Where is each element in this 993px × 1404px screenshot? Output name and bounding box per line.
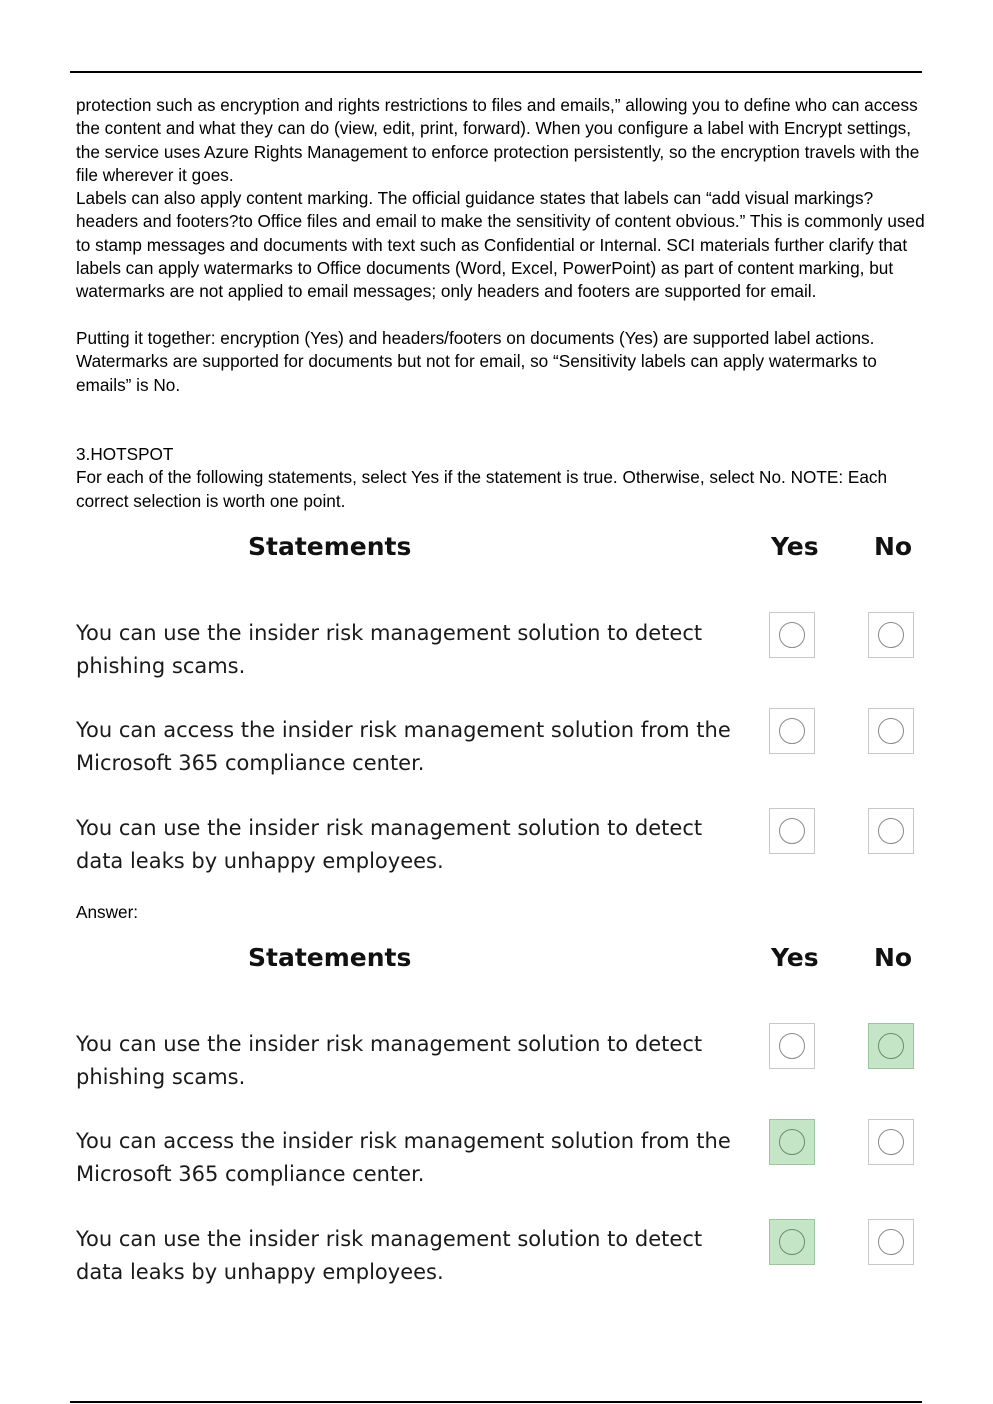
answer-1-yes-radio[interactable]: [769, 1023, 815, 1069]
no-header: No: [874, 943, 913, 972]
top-rule: [70, 71, 922, 73]
explanation-paragraph-2: Labels can also apply content marking. The official guidance states that labels can “add visual markings?headers and footers?to Office files and email to make the sensitivity of content obvious.” This is commonly used to stamp messages and documents with text such as Confidential or Internal. SCI materials further clarify that labels can apply watermarks to Office documents (Word, Excel, PowerPoint) as part of content marking, but watermarks are not applied to email messages; only headers and footers are supported for email.: [76, 188, 925, 302]
radio-circle-icon: [779, 622, 805, 648]
answer-label: Answer:: [76, 902, 139, 922]
answer-3-no-radio[interactable]: [868, 1219, 914, 1265]
question-header: [76, 443, 926, 513]
statement-2-yes-radio[interactable]: [769, 708, 815, 754]
yes-header: Yes: [771, 943, 819, 972]
statement-3-yes-radio[interactable]: [769, 808, 815, 854]
answer-statement-3: You can use the insider risk management solution to detect data leaks by unhappy employees.: [76, 1227, 703, 1284]
answer-1-no-radio[interactable]: [868, 1023, 914, 1069]
answer-2-no-radio[interactable]: [868, 1119, 914, 1165]
question-number: 3.HOTSPOT: [76, 444, 174, 464]
statements-header: Statements: [248, 532, 412, 561]
radio-circle-icon: [779, 1229, 805, 1255]
question-table: [0, 528, 993, 888]
explanation-paragraph-3: Putting it together: encryption (Yes) and headers/footers on documents (Yes) are supported label actions. Watermarks are supported for documents but not for email, so “Sensitivity labels can apply watermarks to emails” is No.: [76, 328, 877, 395]
answer-2-yes-radio[interactable]: [769, 1119, 815, 1165]
statements-header: Statements: [248, 943, 412, 972]
radio-circle-icon: [878, 818, 904, 844]
radio-circle-icon: [779, 718, 805, 744]
answer-table: [0, 939, 993, 1299]
radio-circle-icon: [878, 718, 904, 744]
radio-circle-icon: [878, 1129, 904, 1155]
no-header: No: [874, 532, 913, 561]
answer-statement-1: You can use the insider risk management solution to detect phishing scams.: [76, 1032, 703, 1089]
radio-circle-icon: [878, 1033, 904, 1059]
statement-3: You can use the insider risk management solution to detect data leaks by unhappy employees.: [76, 816, 703, 873]
explanation-paragraph-1: protection such as encryption and rights restrictions to files and emails,” allowing you to define who can access the content and what they can do (view, edit, print, forward). When you configure a label with Encrypt settings, the service uses Azure Rights Management to enforce protection persistently, so the encryption travels with the file wherever it goes.: [76, 95, 920, 185]
radio-circle-icon: [779, 1129, 805, 1155]
statement-2: You can access the insider risk management solution from the Microsoft 365 compliance center.: [76, 718, 731, 775]
answer-statement-2: You can access the insider risk management solution from the Microsoft 365 compliance center.: [76, 1129, 731, 1186]
statement-1: You can use the insider risk management solution to detect phishing scams.: [76, 621, 703, 678]
radio-circle-icon: [779, 818, 805, 844]
statement-2-no-radio[interactable]: [868, 708, 914, 754]
bottom-rule: [70, 1401, 922, 1403]
statement-3-no-radio[interactable]: [868, 808, 914, 854]
yes-header: Yes: [771, 532, 819, 561]
statement-1-yes-radio[interactable]: [769, 612, 815, 658]
radio-circle-icon: [779, 1033, 805, 1059]
statement-1-no-radio[interactable]: [868, 612, 914, 658]
question-instructions: For each of the following statements, select Yes if the statement is true. Otherwise, select No. NOTE: Each correct selection is worth one point.: [76, 467, 888, 511]
radio-circle-icon: [878, 1229, 904, 1255]
answer-3-yes-radio[interactable]: [769, 1219, 815, 1265]
radio-circle-icon: [878, 622, 904, 648]
